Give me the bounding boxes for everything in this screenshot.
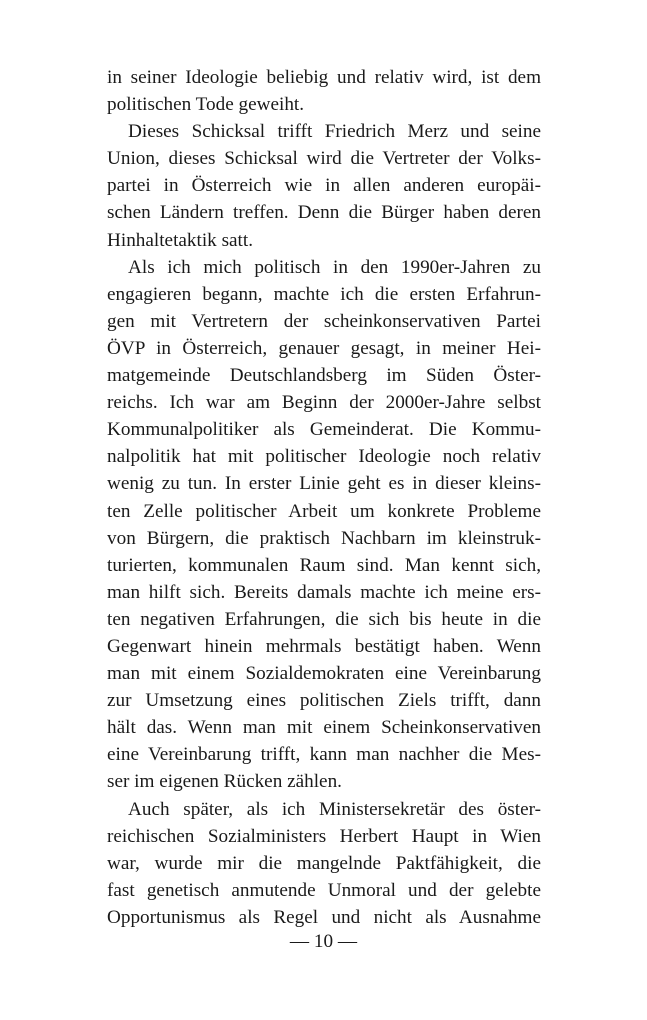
text-line: engagieren begann, machte ich die ersten Erfahrun- bbox=[107, 283, 541, 305]
text-line: fast genetisch anmutende Unmoral und der gelebte bbox=[107, 879, 541, 901]
text-line: reichischen Sozialministers Herbert Haupt in Wien bbox=[107, 825, 541, 847]
text-line: Hinhaltetaktik satt. bbox=[107, 229, 254, 251]
text-line: Dieses Schicksal trifft Friedrich Merz und seine bbox=[128, 121, 541, 143]
text-line: schen Ländern treffen. Denn die Bürger haben deren bbox=[107, 202, 541, 224]
text-line: ÖVP in Österreich, genauer gesagt, in meiner Hei- bbox=[107, 337, 541, 359]
text-line: zur Umsetzung eines politischen Ziels trifft, dann bbox=[107, 690, 541, 712]
text-line: turierten, kommunalen Raum sind. Man kennt sich, bbox=[107, 554, 541, 576]
text-line: Kommunalpolitiker als Gemeinderat. Die Kommu- bbox=[107, 419, 541, 441]
text-line: war, wurde mir die mangelnde Paktfähigkeit, die bbox=[107, 852, 541, 874]
text-line: gen mit Vertretern der scheinkonservativen Partei bbox=[107, 310, 541, 332]
text-line: matgemeinde Deutschlandsberg im Süden Öster- bbox=[107, 365, 541, 387]
text-line: in seiner Ideologie beliebig und relativ wird, ist dem bbox=[107, 67, 541, 88]
page-number: — 10 — bbox=[289, 931, 358, 952]
text-line: eine Vereinbarung trifft, kann man nachher die Mes- bbox=[107, 744, 541, 766]
body-text bbox=[107, 64, 541, 931]
text-line: man mit einem Sozialdemokraten eine Vereinbarung bbox=[107, 663, 541, 685]
text-line: nalpolitik hat mit politischer Ideologie noch relativ bbox=[107, 446, 541, 468]
text-line: partei in Österreich wie in allen anderen europäi- bbox=[107, 175, 541, 197]
text-line: ser im eigenen Rücken zählen. bbox=[107, 771, 342, 793]
text-line: reichs. Ich war am Beginn der 2000er-Jahre selbst bbox=[107, 392, 541, 414]
text-line: Auch später, als ich Ministersekretär des öster- bbox=[128, 798, 541, 820]
text-line: von Bürgern, die praktisch Nachbarn im kleinstruk- bbox=[107, 527, 541, 549]
text-line: politischen Tode geweiht. bbox=[107, 94, 305, 116]
text-line: Opportunismus als Regel und nicht als Ausnahme bbox=[107, 906, 541, 928]
text-line: Union, dieses Schicksal wird die Vertreter der Volks- bbox=[107, 148, 541, 170]
text-line: ten negativen Erfahrungen, die sich bis heute in die bbox=[107, 608, 541, 630]
text-line: wenig zu tun. In erster Linie geht es in dieser kleins- bbox=[107, 473, 541, 495]
text-line: Gegenwart hinein mehrmals bestätigt haben. Wenn bbox=[107, 635, 541, 657]
text-line: hält das. Wenn man mit einem Scheinkonservativen bbox=[107, 717, 541, 739]
text-line: man hilft sich. Bereits damals machte ich meine ers- bbox=[107, 581, 541, 603]
text-line: ten Zelle politischer Arbeit um konkrete Probleme bbox=[107, 500, 541, 522]
text-line: Als ich mich politisch in den 1990er-Jahren zu bbox=[128, 256, 541, 278]
